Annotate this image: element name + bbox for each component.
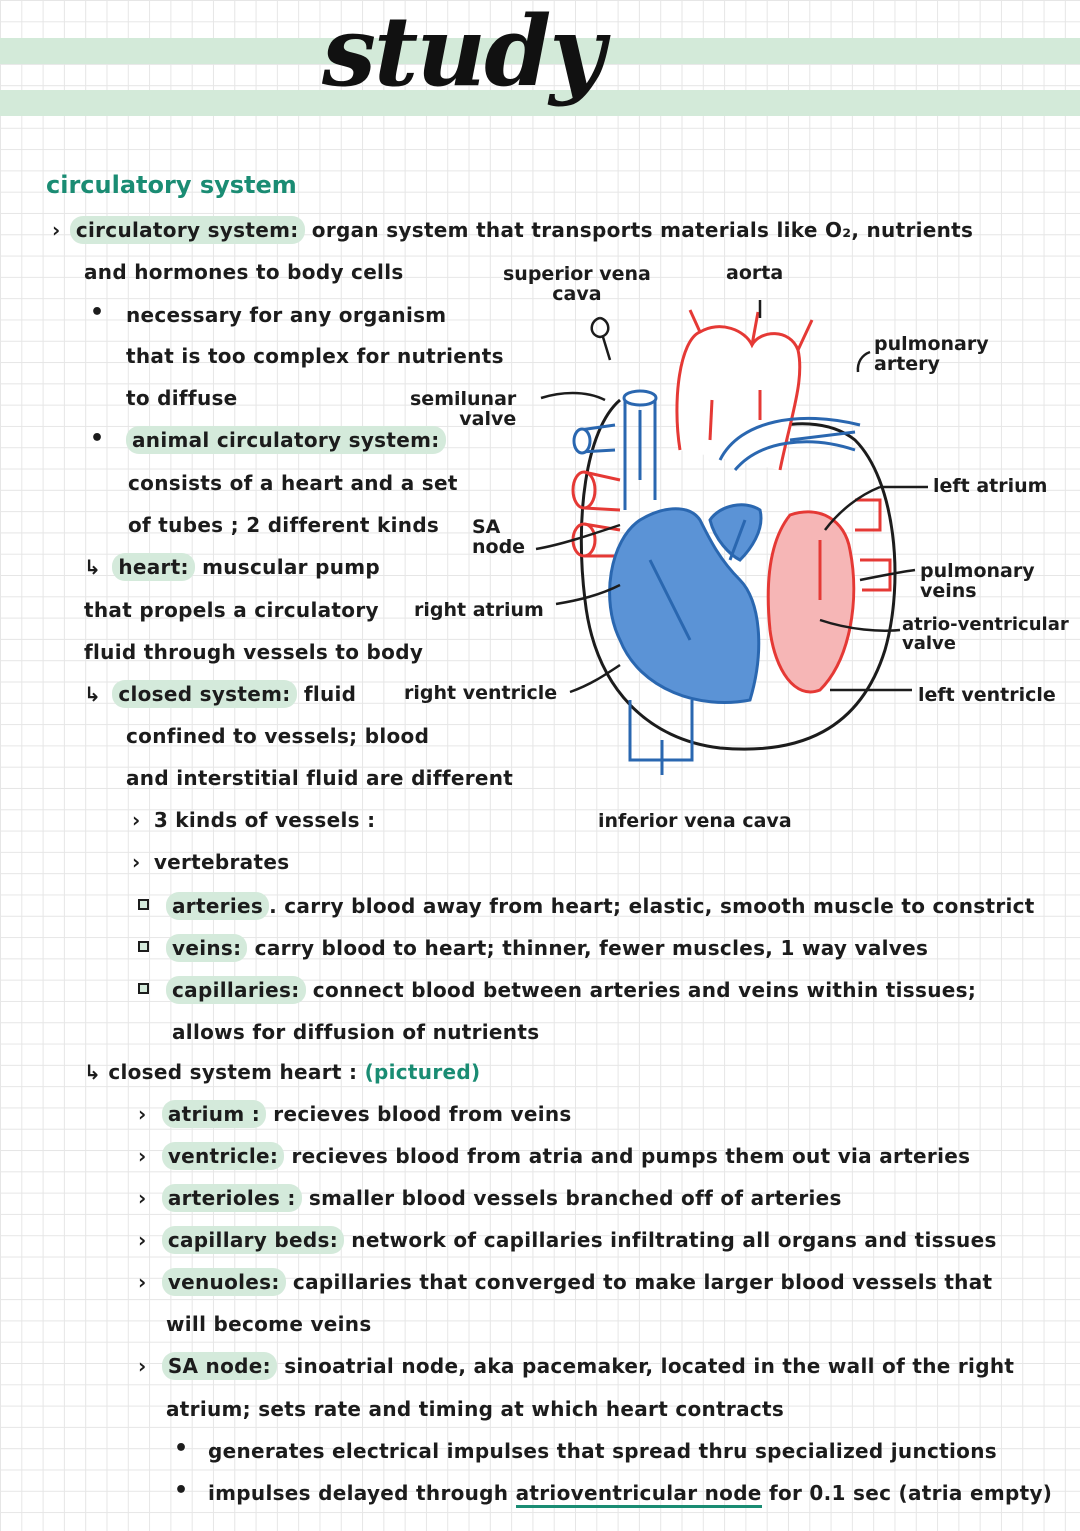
arrow-icon: ↳ — [84, 555, 102, 579]
note-line-24: › arterioles : smaller blood vessels branched off of arteries — [138, 1186, 842, 1210]
label-superior-vena-cava: superior vena cava — [503, 263, 651, 305]
chevron-icon: › — [138, 1144, 147, 1168]
label-right-ventricle: right ventricle — [404, 682, 558, 704]
label-pulmonary-veins: pulmonary veins — [920, 560, 1035, 602]
chevron-icon: › — [132, 808, 141, 832]
page-title: study — [322, 0, 604, 108]
chevron-icon: › — [138, 1354, 147, 1378]
term-atrium: atrium : — [162, 1100, 266, 1128]
term-capillaries: capillaries: — [166, 976, 306, 1004]
note-line-20: allows for diffusion of nutrients — [172, 1020, 540, 1044]
chevron-icon: › — [138, 1186, 147, 1210]
note-line-7: consists of a heart and a set — [128, 471, 458, 495]
note-line-28: › SA node: sinoatrial node, aka pacemaker, located in the wall of the right — [138, 1354, 1015, 1378]
note-line-27: will become veins — [166, 1312, 372, 1336]
note-line-21: ↳ closed system heart : (pictured) — [84, 1060, 481, 1084]
note-line-4: that is too complex for nutrients — [126, 344, 504, 368]
note-line-31: impulses delayed through atrioventricular node for 0.1 sec (atria empty) — [208, 1483, 1052, 1503]
term-circulatory-system: circulatory system: — [70, 216, 305, 244]
label-sa-node: SA node — [472, 516, 526, 558]
note-line-16: › vertebrates — [132, 850, 290, 874]
note-line-11: fluid through vessels to body — [84, 640, 424, 664]
note-line-14: and interstitial fluid are different — [126, 766, 514, 790]
note-line-12: ↳ closed system: fluid — [84, 682, 357, 706]
chevron-icon: › — [132, 850, 141, 874]
term-animal-circulatory-system: animal circulatory system: — [126, 426, 446, 454]
note-line-8: of tubes ; 2 different kinds — [128, 513, 440, 537]
chevron-icon: › — [138, 1270, 147, 1294]
term-av-node: atrioventricular node — [516, 1481, 762, 1508]
term-veins: veins: — [166, 934, 247, 962]
note-line-25: › capillary beds: network of capillaries infiltrating all organs and tissues — [138, 1228, 997, 1252]
label-semilunar-valve: semilunar valve — [410, 388, 517, 430]
label-pulmonary-artery: pulmonary artery — [874, 333, 989, 375]
note-line-23: › ventricle: recieves blood from atria and pumps them out via arteries — [138, 1144, 971, 1168]
label-left-ventricle: left ventricle — [918, 684, 1056, 706]
bullet-dot: • — [90, 426, 105, 451]
arrow-icon: ↳ — [84, 1060, 102, 1084]
note-line-19: capillaries: connect blood between arteries and veins within tissues; — [172, 980, 976, 1000]
term-closed-system: closed system: — [112, 680, 296, 708]
section-heading: circulatory system — [46, 171, 297, 199]
label-av-valve: atrio-ventricular valve — [902, 614, 1069, 654]
note-line-13: confined to vessels; blood — [126, 724, 430, 748]
bullet-dot: • — [90, 300, 105, 325]
note-line-15: › 3 kinds of vessels : — [132, 808, 376, 832]
bullet-dot: • — [174, 1436, 189, 1461]
note-line-17: arteries . carry blood away from heart; elastic, smooth muscle to constrict — [172, 896, 1035, 916]
bullet-dot: • — [174, 1478, 189, 1503]
term-ventricle: ventricle: — [162, 1142, 284, 1170]
label-right-atrium: right atrium — [414, 599, 544, 621]
note-line-22: › atrium : recieves blood from veins — [138, 1102, 572, 1126]
label-inferior-vena-cava: inferior vena cava — [598, 810, 792, 832]
arrow-icon: ↳ — [84, 682, 102, 706]
term-arteries: arteries — [166, 892, 269, 920]
label-aorta: aorta — [726, 262, 784, 284]
label-left-atrium: left atrium — [933, 475, 1048, 497]
left-heart-chambers — [768, 512, 854, 692]
note-line-18: veins: carry blood to heart; thinner, fewer muscles, 1 way valves — [172, 938, 928, 958]
term-venuoles: venuoles: — [162, 1268, 286, 1296]
term-heart: heart: — [112, 553, 195, 581]
term-arterioles: arterioles : — [162, 1184, 302, 1212]
note-line-9: ↳ heart: muscular pump — [84, 555, 380, 579]
note-line-3: necessary for any organism — [126, 303, 447, 327]
note-line-10: that propels a circulatory — [84, 598, 379, 622]
note-line-2: and hormones to body cells — [84, 260, 404, 284]
aorta-vessel — [677, 327, 800, 470]
note-line-1: › circulatory system: organ system that transports materials like O₂, nutrients — [52, 218, 974, 242]
term-sa-node: SA node: — [162, 1352, 277, 1380]
note-line-30: generates electrical impulses that spread thru specialized junctions — [208, 1439, 997, 1463]
term-capillary-beds: capillary beds: — [162, 1226, 344, 1254]
chevron-icon: › — [52, 218, 61, 242]
note-line-29: atrium; sets rate and timing at which heart contracts — [166, 1397, 785, 1421]
chevron-icon: › — [138, 1102, 147, 1126]
note-line-5: to diffuse — [126, 386, 238, 410]
note-line-26: › venuoles: capillaries that converged to make larger blood vessels that — [138, 1270, 993, 1294]
chevron-icon: › — [138, 1228, 147, 1252]
